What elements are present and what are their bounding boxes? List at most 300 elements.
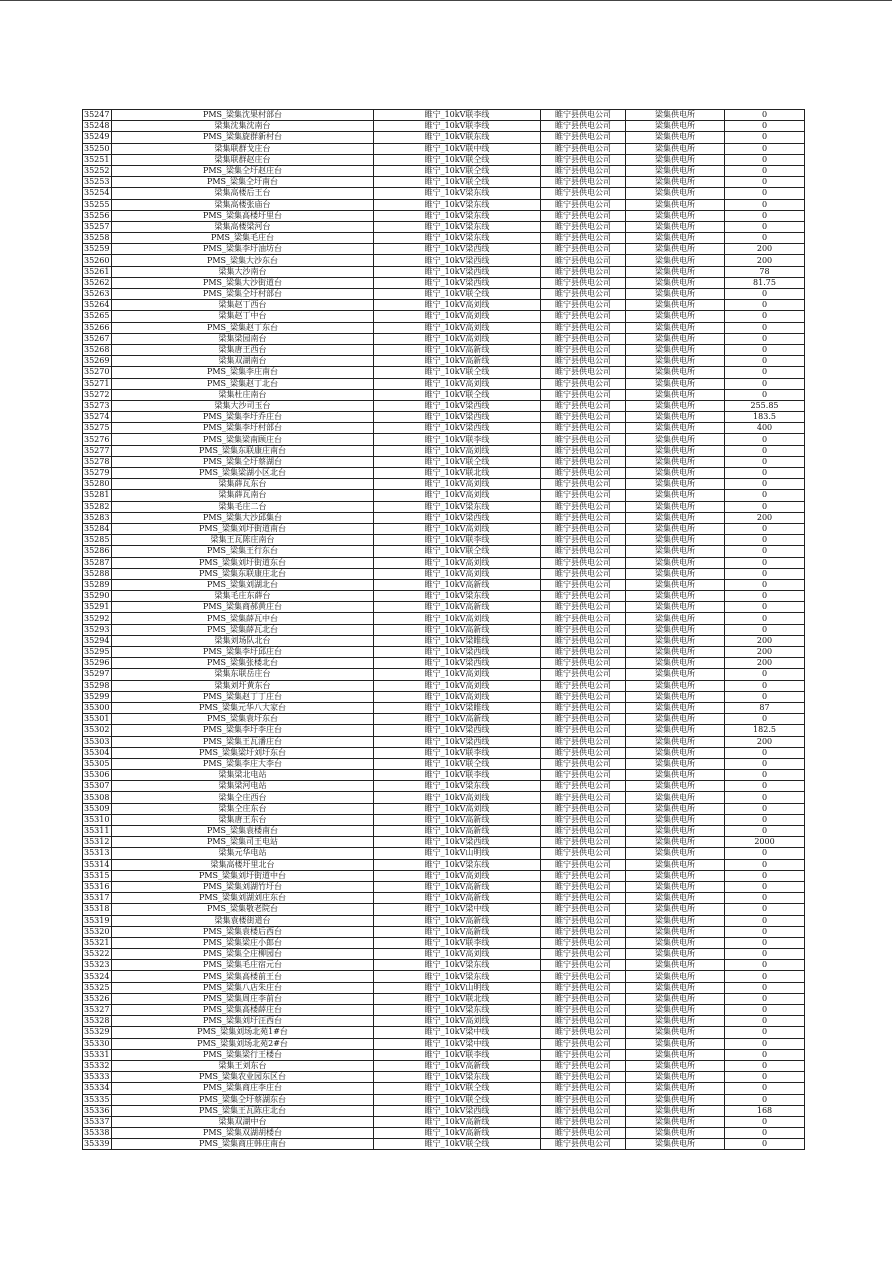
- table-row: [83, 1027, 805, 1038]
- company-cell: 睢宁县供电公司: [541, 982, 626, 993]
- line-name-cell: 睢宁_10kV联李线: [374, 937, 541, 948]
- company-cell: 睢宁县供电公司: [541, 423, 626, 434]
- line-name-cell: 睢宁_10kV梁东线: [374, 1005, 541, 1016]
- line-name-cell: 睢宁_10kV梁睢线: [374, 702, 541, 713]
- value-cell: 0: [725, 904, 805, 915]
- company-cell: 睢宁县供电公司: [541, 1038, 626, 1049]
- line-name-cell: 睢宁_10kV高新线: [374, 1060, 541, 1071]
- row-id-cell: 35335: [83, 1094, 112, 1105]
- company-cell: 睢宁县供电公司: [541, 132, 626, 143]
- table-row: [83, 143, 805, 154]
- table-row: [83, 702, 805, 713]
- line-name-cell: 睢宁_10kV山明线: [374, 848, 541, 859]
- table-row: [83, 322, 805, 333]
- row-id-cell: 35299: [83, 691, 112, 702]
- table-row: [83, 635, 805, 646]
- station-name-cell: PMS_梁集高楼前王台: [112, 971, 374, 982]
- station-office-cell: 梁集供电所: [626, 859, 725, 870]
- company-cell: 睢宁县供电公司: [541, 333, 626, 344]
- station-name-cell: 梁集联群赵庄台: [112, 154, 374, 165]
- table-row: [83, 826, 805, 837]
- company-cell: 睢宁县供电公司: [541, 1049, 626, 1060]
- line-name-cell: 睢宁_10kV联仝线: [374, 367, 541, 378]
- line-name-cell: 睢宁_10kV梁东线: [374, 960, 541, 971]
- station-office-cell: 梁集供电所: [626, 960, 725, 971]
- value-cell: 0: [725, 993, 805, 1004]
- table-row: [83, 591, 805, 602]
- table-row: [83, 1083, 805, 1094]
- table-row: [83, 993, 805, 1004]
- line-name-cell: 睢宁_10kV高刘线: [374, 949, 541, 960]
- row-id-cell: 35296: [83, 658, 112, 669]
- company-cell: 睢宁县供电公司: [541, 1094, 626, 1105]
- row-id-cell: 35276: [83, 434, 112, 445]
- row-id-cell: 35248: [83, 121, 112, 132]
- station-office-cell: 梁集供电所: [626, 881, 725, 892]
- company-cell: 睢宁县供电公司: [541, 635, 626, 646]
- row-id-cell: 35328: [83, 1016, 112, 1027]
- station-name-cell: PMS_梁集李庄大李台: [112, 758, 374, 769]
- table-row: [83, 747, 805, 758]
- line-name-cell: 睢宁_10kV梁东线: [374, 199, 541, 210]
- company-cell: 睢宁县供电公司: [541, 647, 626, 658]
- row-id-cell: 35266: [83, 322, 112, 333]
- row-id-cell: 35327: [83, 1005, 112, 1016]
- station-office-cell: 梁集供电所: [626, 624, 725, 635]
- station-office-cell: 梁集供电所: [626, 501, 725, 512]
- company-cell: 睢宁县供电公司: [541, 535, 626, 546]
- line-name-cell: 睢宁_10kV梁西线: [374, 512, 541, 523]
- company-cell: 睢宁县供电公司: [541, 579, 626, 590]
- table-row: [83, 658, 805, 669]
- row-id-cell: 35308: [83, 792, 112, 803]
- line-name-cell: 睢宁_10kV高刘线: [374, 870, 541, 881]
- line-name-cell: 睢宁_10kV高新线: [374, 881, 541, 892]
- row-id-cell: 35332: [83, 1060, 112, 1071]
- company-cell: 睢宁县供电公司: [541, 412, 626, 423]
- station-office-cell: 梁集供电所: [626, 400, 725, 411]
- station-name-cell: PMS_梁集梁湖小区北台: [112, 468, 374, 479]
- row-id-cell: 35273: [83, 400, 112, 411]
- value-cell: 0: [725, 602, 805, 613]
- line-name-cell: 睢宁_10kV高刘线: [374, 322, 541, 333]
- station-office-cell: 梁集供电所: [626, 635, 725, 646]
- table-row: [83, 1049, 805, 1060]
- row-id-cell: 35321: [83, 937, 112, 948]
- company-cell: 睢宁县供电公司: [541, 736, 626, 747]
- station-name-cell: 梁集大沙司玉台: [112, 400, 374, 411]
- row-id-cell: 35260: [83, 255, 112, 266]
- row-id-cell: 35294: [83, 635, 112, 646]
- row-id-cell: 35268: [83, 344, 112, 355]
- table-row: [83, 568, 805, 579]
- station-office-cell: 梁集供电所: [626, 523, 725, 534]
- company-cell: 睢宁县供电公司: [541, 165, 626, 176]
- row-id-cell: 35249: [83, 132, 112, 143]
- company-cell: 睢宁县供电公司: [541, 546, 626, 557]
- value-cell: 0: [725, 971, 805, 982]
- row-id-cell: 35312: [83, 837, 112, 848]
- value-cell: 200: [725, 635, 805, 646]
- row-id-cell: 35285: [83, 535, 112, 546]
- value-cell: 0: [725, 915, 805, 926]
- value-cell: 0: [725, 233, 805, 244]
- value-cell: 0: [725, 770, 805, 781]
- line-name-cell: 睢宁_10kV联北线: [374, 993, 541, 1004]
- value-cell: 0: [725, 1072, 805, 1083]
- station-office-cell: 梁集供电所: [626, 647, 725, 658]
- station-name-cell: PMS_梁集赵丁北台: [112, 378, 374, 389]
- station-name-cell: PMS_梁集赵丁东台: [112, 322, 374, 333]
- row-id-cell: 35259: [83, 244, 112, 255]
- value-cell: 0: [725, 389, 805, 400]
- row-id-cell: 35251: [83, 154, 112, 165]
- value-cell: 0: [725, 1116, 805, 1127]
- table-row: [83, 490, 805, 501]
- station-name-cell: PMS_梁集刘圩街道东台: [112, 557, 374, 568]
- table-row: [83, 266, 805, 277]
- table-row: [83, 445, 805, 456]
- line-name-cell: 睢宁_10kV高新线: [374, 579, 541, 590]
- line-name-cell: 睢宁_10kV梁西线: [374, 658, 541, 669]
- line-name-cell: 睢宁_10kV梁中线: [374, 1038, 541, 1049]
- station-office-cell: 梁集供电所: [626, 747, 725, 758]
- row-id-cell: 35262: [83, 277, 112, 288]
- row-id-cell: 35290: [83, 591, 112, 602]
- station-name-cell: PMS_梁集农业园东区台: [112, 1072, 374, 1083]
- company-cell: 睢宁县供电公司: [541, 915, 626, 926]
- station-name-cell: 梁集薛瓦南台: [112, 490, 374, 501]
- station-office-cell: 梁集供电所: [626, 244, 725, 255]
- station-name-cell: 梁集唐王东台: [112, 814, 374, 825]
- station-name-cell: PMS_梁集王瓦潘庄台: [112, 736, 374, 747]
- table-row: [83, 669, 805, 680]
- station-name-cell: PMS_梁集大沙邱集台: [112, 512, 374, 523]
- station-office-cell: 梁集供电所: [626, 1027, 725, 1038]
- station-name-cell: PMS_梁集王行东台: [112, 546, 374, 557]
- table-row: [83, 949, 805, 960]
- table-row: [83, 546, 805, 557]
- row-id-cell: 35252: [83, 165, 112, 176]
- line-name-cell: 睢宁_10kV高新线: [374, 714, 541, 725]
- line-name-cell: 睢宁_10kV高刘线: [374, 1016, 541, 1027]
- line-name-cell: 睢宁_10kV梁西线: [374, 244, 541, 255]
- line-name-cell: 睢宁_10kV梁中线: [374, 1027, 541, 1038]
- company-cell: 睢宁县供电公司: [541, 803, 626, 814]
- station-office-cell: 梁集供电所: [626, 1083, 725, 1094]
- value-cell: 0: [725, 378, 805, 389]
- company-cell: 睢宁县供电公司: [541, 1072, 626, 1083]
- table-row: [83, 244, 805, 255]
- value-cell: 0: [725, 714, 805, 725]
- station-office-cell: 梁集供电所: [626, 591, 725, 602]
- company-cell: 睢宁县供电公司: [541, 591, 626, 602]
- station-office-cell: 梁集供电所: [626, 1105, 725, 1116]
- company-cell: 睢宁县供电公司: [541, 702, 626, 713]
- company-cell: 睢宁县供电公司: [541, 814, 626, 825]
- station-name-cell: PMS_梁集刘圩街道南台: [112, 523, 374, 534]
- line-name-cell: 睢宁_10kV高刘线: [374, 490, 541, 501]
- row-id-cell: 35291: [83, 602, 112, 613]
- row-id-cell: 35284: [83, 523, 112, 534]
- station-office-cell: 梁集供电所: [626, 993, 725, 1004]
- station-name-cell: 梁集王瓦陈庄南台: [112, 535, 374, 546]
- row-id-cell: 35297: [83, 669, 112, 680]
- station-office-cell: 梁集供电所: [626, 434, 725, 445]
- station-name-cell: PMS_梁集刘场北苑2#台: [112, 1038, 374, 1049]
- station-name-cell: PMS_梁集李圩李庄台: [112, 725, 374, 736]
- station-office-cell: 梁集供电所: [626, 714, 725, 725]
- station-office-cell: 梁集供电所: [626, 389, 725, 400]
- station-name-cell: 梁集刘圩黄东台: [112, 680, 374, 691]
- company-cell: 睢宁县供电公司: [541, 770, 626, 781]
- row-id-cell: 35270: [83, 367, 112, 378]
- station-office-cell: 梁集供电所: [626, 758, 725, 769]
- value-cell: 0: [725, 557, 805, 568]
- value-cell: 0: [725, 143, 805, 154]
- table-row: [83, 501, 805, 512]
- station-office-cell: 梁集供电所: [626, 110, 725, 121]
- company-cell: 睢宁县供电公司: [541, 177, 626, 188]
- station-office-cell: 梁集供电所: [626, 602, 725, 613]
- station-name-cell: 梁集赵丁西台: [112, 300, 374, 311]
- station-name-cell: PMS_梁集商庄韩庄南台: [112, 1139, 374, 1150]
- value-cell: 400: [725, 423, 805, 434]
- station-office-cell: 梁集供电所: [626, 949, 725, 960]
- station-name-cell: 梁集赵丁中台: [112, 311, 374, 322]
- station-office-cell: 梁集供电所: [626, 971, 725, 982]
- company-cell: 睢宁县供电公司: [541, 904, 626, 915]
- value-cell: 0: [725, 1139, 805, 1150]
- value-cell: 0: [725, 624, 805, 635]
- value-cell: 0: [725, 1094, 805, 1105]
- line-name-cell: 睢宁_10kV梁西线: [374, 647, 541, 658]
- station-name-cell: PMS_梁集大沙街道台: [112, 277, 374, 288]
- line-name-cell: 睢宁_10kV联仝线: [374, 1083, 541, 1094]
- station-office-cell: 梁集供电所: [626, 770, 725, 781]
- station-name-cell: PMS_梁集王瓦陈庄北台: [112, 1105, 374, 1116]
- company-cell: 睢宁县供电公司: [541, 110, 626, 121]
- company-cell: 睢宁县供电公司: [541, 602, 626, 613]
- company-cell: 睢宁县供电公司: [541, 758, 626, 769]
- company-cell: 睢宁县供电公司: [541, 781, 626, 792]
- table-row: [83, 982, 805, 993]
- table-row: [83, 1060, 805, 1071]
- value-cell: 200: [725, 736, 805, 747]
- row-id-cell: 35287: [83, 557, 112, 568]
- line-name-cell: 睢宁_10kV高新线: [374, 624, 541, 635]
- station-office-cell: 梁集供电所: [626, 456, 725, 467]
- value-cell: 0: [725, 535, 805, 546]
- value-cell: 0: [725, 311, 805, 322]
- row-id-cell: 35274: [83, 412, 112, 423]
- value-cell: 0: [725, 591, 805, 602]
- station-office-cell: 梁集供电所: [626, 154, 725, 165]
- station-name-cell: PMS_梁集东联康庄南台: [112, 445, 374, 456]
- station-office-cell: 梁集供电所: [626, 893, 725, 904]
- line-name-cell: 睢宁_10kV梁东线: [374, 971, 541, 982]
- company-cell: 睢宁县供电公司: [541, 1083, 626, 1094]
- row-id-cell: 35310: [83, 814, 112, 825]
- station-office-cell: 梁集供电所: [626, 691, 725, 702]
- table-row: [83, 893, 805, 904]
- station-name-cell: PMS_梁集高楼圩里台: [112, 210, 374, 221]
- company-cell: 睢宁县供电公司: [541, 445, 626, 456]
- line-name-cell: 睢宁_10kV高刘线: [374, 333, 541, 344]
- station-office-cell: 梁集供电所: [626, 1005, 725, 1016]
- row-id-cell: 35315: [83, 870, 112, 881]
- company-cell: 睢宁县供电公司: [541, 557, 626, 568]
- company-cell: 睢宁县供电公司: [541, 456, 626, 467]
- company-cell: 睢宁县供电公司: [541, 1060, 626, 1071]
- company-cell: 睢宁县供电公司: [541, 255, 626, 266]
- company-cell: 睢宁县供电公司: [541, 289, 626, 300]
- line-name-cell: 睢宁_10kV联仝线: [374, 289, 541, 300]
- value-cell: 0: [725, 881, 805, 892]
- table-row: [83, 1038, 805, 1049]
- row-id-cell: 35302: [83, 725, 112, 736]
- station-name-cell: PMS_梁集八店朱庄台: [112, 982, 374, 993]
- line-name-cell: 睢宁_10kV梁睢线: [374, 635, 541, 646]
- station-name-cell: PMS_梁集赵丁丁庄台: [112, 691, 374, 702]
- station-office-cell: 梁集供电所: [626, 1072, 725, 1083]
- station-name-cell: 梁集高楼后王台: [112, 188, 374, 199]
- row-id-cell: 35313: [83, 848, 112, 859]
- table-row: [83, 837, 805, 848]
- station-name-cell: PMS_梁集李圩邱庄台: [112, 647, 374, 658]
- table-row: [83, 289, 805, 300]
- value-cell: 0: [725, 434, 805, 445]
- line-name-cell: 睢宁_10kV高刘线: [374, 523, 541, 534]
- company-cell: 睢宁县供电公司: [541, 960, 626, 971]
- company-cell: 睢宁县供电公司: [541, 221, 626, 232]
- table-row: [83, 344, 805, 355]
- station-office-cell: 梁集供电所: [626, 680, 725, 691]
- company-cell: 睢宁县供电公司: [541, 400, 626, 411]
- station-office-cell: 梁集供电所: [626, 546, 725, 557]
- line-name-cell: 睢宁_10kV联仝线: [374, 758, 541, 769]
- line-name-cell: 睢宁_10kV高刘线: [374, 792, 541, 803]
- row-id-cell: 35253: [83, 177, 112, 188]
- value-cell: 200: [725, 647, 805, 658]
- station-name-cell: PMS_梁集刘湖刘庄东台: [112, 893, 374, 904]
- table-row: [83, 971, 805, 982]
- station-office-cell: 梁集供电所: [626, 277, 725, 288]
- line-name-cell: 睢宁_10kV梁中线: [374, 904, 541, 915]
- company-cell: 睢宁县供电公司: [541, 311, 626, 322]
- value-cell: 0: [725, 1060, 805, 1071]
- table-body: [83, 110, 805, 1150]
- table-row: [83, 210, 805, 221]
- company-cell: 睢宁县供电公司: [541, 747, 626, 758]
- company-cell: 睢宁县供电公司: [541, 669, 626, 680]
- station-office-cell: 梁集供电所: [626, 512, 725, 523]
- table-row: [83, 512, 805, 523]
- station-name-cell: PMS_梁集李圩油坊台: [112, 244, 374, 255]
- value-cell: 0: [725, 826, 805, 837]
- company-cell: 睢宁县供电公司: [541, 523, 626, 534]
- company-cell: 睢宁县供电公司: [541, 322, 626, 333]
- company-cell: 睢宁县供电公司: [541, 367, 626, 378]
- table-row: [83, 277, 805, 288]
- table-row: [83, 792, 805, 803]
- line-name-cell: 睢宁_10kV梁西线: [374, 423, 541, 434]
- row-id-cell: 35271: [83, 378, 112, 389]
- line-name-cell: 睢宁_10kV梁东线: [374, 591, 541, 602]
- station-office-cell: 梁集供电所: [626, 814, 725, 825]
- table-row: [83, 132, 805, 143]
- row-id-cell: 35280: [83, 479, 112, 490]
- line-name-cell: 睢宁_10kV高新线: [374, 826, 541, 837]
- station-name-cell: 梁集王刘东台: [112, 1060, 374, 1071]
- station-name-cell: PMS_梁集仝圩村部台: [112, 289, 374, 300]
- company-cell: 睢宁县供电公司: [541, 277, 626, 288]
- table-row: [83, 523, 805, 534]
- data-table: [82, 109, 805, 1150]
- station-name-cell: PMS_梁集刘湖竹圩台: [112, 881, 374, 892]
- station-name-cell: PMS_梁集仝圩蔡湖东台: [112, 1094, 374, 1105]
- table-row: [83, 177, 805, 188]
- row-id-cell: 35324: [83, 971, 112, 982]
- table-row: [83, 926, 805, 937]
- line-name-cell: 睢宁_10kV联仝线: [374, 389, 541, 400]
- value-cell: 0: [725, 445, 805, 456]
- company-cell: 睢宁县供电公司: [541, 233, 626, 244]
- table-row: [83, 859, 805, 870]
- value-cell: 0: [725, 870, 805, 881]
- value-cell: 0: [725, 546, 805, 557]
- company-cell: 睢宁县供电公司: [541, 199, 626, 210]
- table-row: [83, 199, 805, 210]
- station-office-cell: 梁集供电所: [626, 1060, 725, 1071]
- table-row: [83, 1105, 805, 1116]
- value-cell: 0: [725, 210, 805, 221]
- station-office-cell: 梁集供电所: [626, 937, 725, 948]
- station-office-cell: 梁集供电所: [626, 725, 725, 736]
- table-row: [83, 915, 805, 926]
- station-office-cell: 梁集供电所: [626, 915, 725, 926]
- line-name-cell: 睢宁_10kV联仝线: [374, 456, 541, 467]
- company-cell: 睢宁县供电公司: [541, 300, 626, 311]
- value-cell: 0: [725, 949, 805, 960]
- value-cell: 0: [725, 1016, 805, 1027]
- value-cell: 0: [725, 691, 805, 702]
- company-cell: 睢宁县供电公司: [541, 870, 626, 881]
- line-name-cell: 睢宁_10kV梁东线: [374, 221, 541, 232]
- line-name-cell: 睢宁_10kV联仝线: [374, 165, 541, 176]
- line-name-cell: 睢宁_10kV梁西线: [374, 400, 541, 411]
- row-id-cell: 35330: [83, 1038, 112, 1049]
- table-row: [83, 423, 805, 434]
- station-name-cell: PMS_梁集司王电站: [112, 837, 374, 848]
- station-name-cell: PMS_梁集张楼北台: [112, 658, 374, 669]
- table-row: [83, 613, 805, 624]
- table-row: [83, 624, 805, 635]
- station-office-cell: 梁集供电所: [626, 702, 725, 713]
- company-cell: 睢宁县供电公司: [541, 859, 626, 870]
- station-name-cell: 梁集毛庄二台: [112, 501, 374, 512]
- table-row: [83, 479, 805, 490]
- line-name-cell: 睢宁_10kV高刘线: [374, 613, 541, 624]
- table-row: [83, 781, 805, 792]
- value-cell: 0: [725, 937, 805, 948]
- station-name-cell: PMS_梁集毛庄台: [112, 233, 374, 244]
- line-name-cell: 睢宁_10kV梁东线: [374, 210, 541, 221]
- value-cell: 0: [725, 300, 805, 311]
- value-cell: 0: [725, 523, 805, 534]
- table-row: [83, 188, 805, 199]
- table-row: [83, 904, 805, 915]
